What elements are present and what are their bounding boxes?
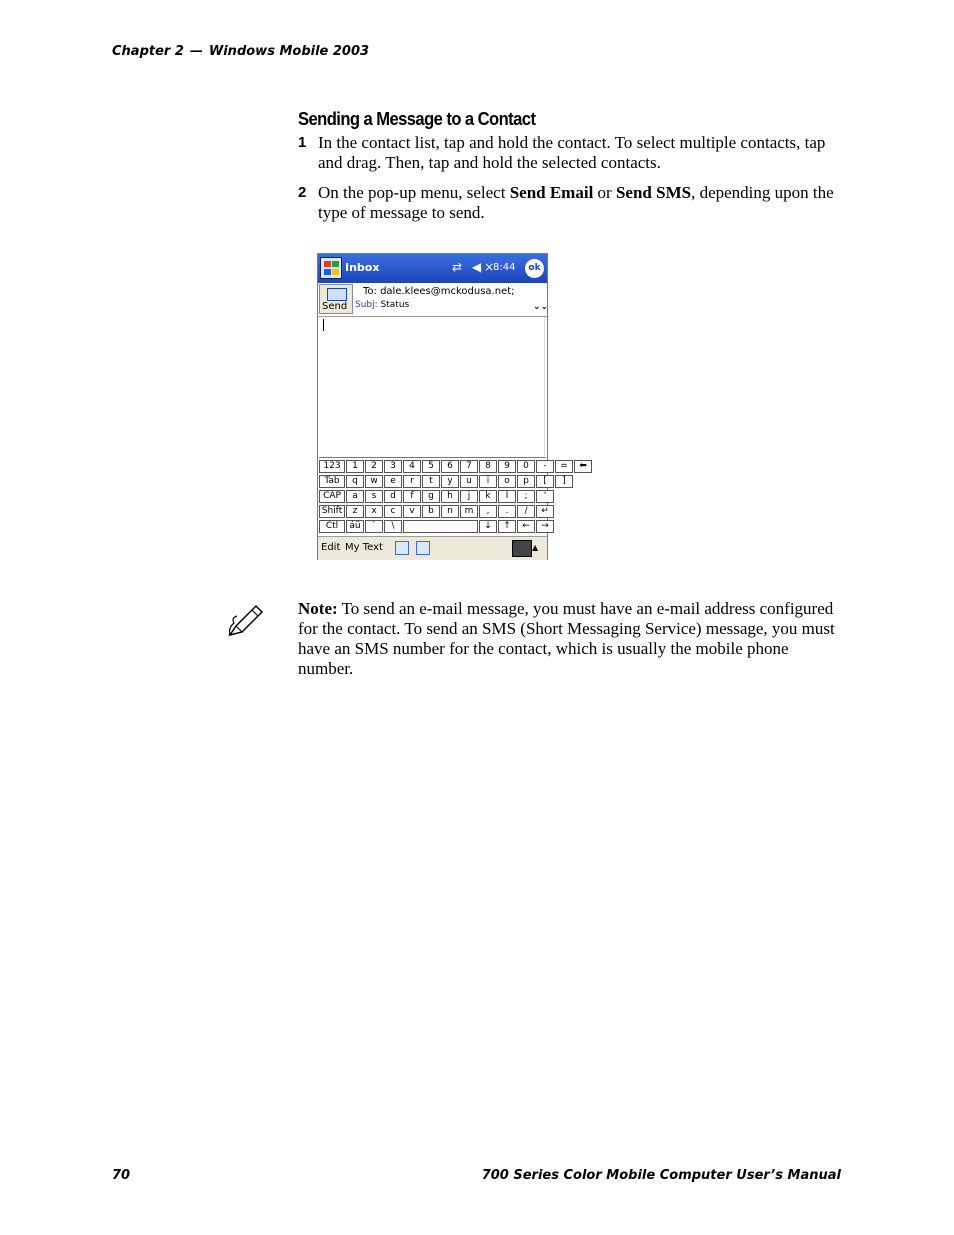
- my-text-menu[interactable]: My Text: [345, 542, 383, 553]
- note-icon[interactable]: [395, 541, 409, 555]
- keyboard-key[interactable]: d: [384, 490, 402, 503]
- keyboard-row: [319, 475, 574, 490]
- message-body-input[interactable]: [318, 317, 547, 456]
- start-menu-icon[interactable]: [320, 257, 342, 279]
- keyboard-key[interactable]: u: [460, 475, 478, 488]
- manual-title: 700 Series Color Mobile Computer User’s Manual: [481, 1168, 841, 1183]
- text-caret: [323, 319, 324, 331]
- keyboard-key[interactable]: ': [536, 490, 554, 503]
- keyboard-key[interactable]: s: [365, 490, 383, 503]
- keyboard-key[interactable]: \: [384, 520, 402, 533]
- note-text: To send an e-mail message, you must have an e-mail address configured for the contact. To send an SMS (Short Messaging Service) message, you must have an SMS number for the contact, which is usually the mobile phone number.: [298, 599, 835, 678]
- expand-header-icon[interactable]: ⌄⌄: [533, 302, 549, 312]
- keyboard-key[interactable]: 6: [441, 460, 459, 473]
- body-divider: [544, 317, 545, 456]
- keyboard-key[interactable]: f: [403, 490, 421, 503]
- edit-menu[interactable]: Edit: [321, 542, 341, 553]
- keyboard-key[interactable]: 9: [498, 460, 516, 473]
- menu-bar: [318, 536, 547, 560]
- step-1: [298, 133, 843, 173]
- keyboard-row: [319, 460, 593, 475]
- keyboard-key[interactable]: .: [498, 505, 516, 518]
- soft-keyboard: [319, 457, 587, 536]
- keyboard-key[interactable]: ,: [479, 505, 497, 518]
- step-text-part: or: [593, 183, 616, 202]
- keyboard-key[interactable]: n: [441, 505, 459, 518]
- keyboard-key[interactable]: ↑: [498, 520, 516, 533]
- step-text: In the contact list, tap and hold the contact. To select multiple contacts, tap and drag. Then, tap and hold the selected contacts.: [318, 133, 826, 172]
- keyboard-key[interactable]: 0: [517, 460, 535, 473]
- keyboard-key[interactable]: Tab: [319, 475, 345, 488]
- attachment-icon[interactable]: [416, 541, 430, 555]
- ok-button[interactable]: ok: [525, 259, 544, 278]
- keyboard-key[interactable]: k: [479, 490, 497, 503]
- send-sms-term: Send SMS: [615, 183, 692, 202]
- to-field[interactable]: To: dale.klees@mckodusa.net;: [363, 286, 515, 297]
- space-key[interactable]: [403, 520, 478, 533]
- keyboard-key[interactable]: 2: [365, 460, 383, 473]
- keyboard-key[interactable]: b: [422, 505, 440, 518]
- keyboard-key[interactable]: →: [536, 520, 554, 533]
- keyboard-key[interactable]: ←: [517, 520, 535, 533]
- envelope-icon: [327, 288, 347, 301]
- keyboard-key[interactable]: ↓: [479, 520, 497, 533]
- keyboard-row: [319, 505, 555, 520]
- note-pencil-icon: [226, 598, 264, 638]
- keyboard-key[interactable]: l: [498, 490, 516, 503]
- keyboard-key[interactable]: áü: [346, 520, 364, 533]
- keyboard-key[interactable]: CAP: [319, 490, 345, 503]
- keyboard-icon[interactable]: [512, 540, 532, 557]
- step-text: [318, 183, 834, 222]
- app-title: Inbox: [345, 261, 380, 274]
- keyboard-key[interactable]: g: [422, 490, 440, 503]
- keyboard-key[interactable]: z: [346, 505, 364, 518]
- keyboard-key[interactable]: y: [441, 475, 459, 488]
- message-header: [318, 283, 547, 317]
- keyboard-key[interactable]: v: [403, 505, 421, 518]
- pocketpc-screenshot: [317, 253, 587, 560]
- clock[interactable]: 8:44: [493, 262, 516, 273]
- keyboard-key[interactable]: 4: [403, 460, 421, 473]
- connectivity-volume-icon[interactable]: ⇄ ◀×: [452, 260, 498, 274]
- keyboard-key[interactable]: 7: [460, 460, 478, 473]
- keyboard-key[interactable]: w: [365, 475, 383, 488]
- section-title: Sending a Message to a Contact: [298, 109, 536, 129]
- keyboard-key[interactable]: -: [536, 460, 554, 473]
- keyboard-key[interactable]: =: [555, 460, 573, 473]
- keyboard-key[interactable]: a: [346, 490, 364, 503]
- keyboard-key[interactable]: m: [460, 505, 478, 518]
- keyboard-key[interactable]: 8: [479, 460, 497, 473]
- steps-list: [298, 133, 843, 233]
- keyboard-key[interactable]: r: [403, 475, 421, 488]
- keyboard-key[interactable]: 1: [346, 460, 364, 473]
- step-2: [298, 183, 843, 223]
- send-email-term: Send Email: [509, 183, 594, 202]
- keyboard-key[interactable]: ;: [517, 490, 535, 503]
- keyboard-key[interactable]: `: [365, 520, 383, 533]
- keyboard-key[interactable]: t: [422, 475, 440, 488]
- header-dash: —: [189, 44, 203, 59]
- keyboard-key[interactable]: c: [384, 505, 402, 518]
- keyboard-key[interactable]: o: [498, 475, 516, 488]
- subject-value: Status: [380, 300, 410, 310]
- keyboard-key[interactable]: h: [441, 490, 459, 503]
- send-button[interactable]: [319, 284, 353, 314]
- keyboard-key[interactable]: 5: [422, 460, 440, 473]
- running-header: [112, 44, 369, 59]
- page-number: 70: [112, 1168, 131, 1183]
- subject-field[interactable]: [355, 300, 409, 310]
- chapter-title: Windows Mobile 2003: [208, 44, 370, 59]
- input-panel-arrow-icon[interactable]: ▲: [532, 543, 539, 552]
- keyboard-key[interactable]: Ctl: [319, 520, 345, 533]
- send-label: Send: [322, 301, 348, 312]
- subject-key: Subj:: [355, 300, 378, 310]
- keyboard-key[interactable]: 123: [319, 460, 345, 473]
- keyboard-key[interactable]: Shift: [319, 505, 345, 518]
- keyboard-row: [319, 490, 555, 505]
- keyboard-key[interactable]: e: [384, 475, 402, 488]
- keyboard-key[interactable]: ⬅: [574, 460, 592, 473]
- keyboard-key[interactable]: [: [536, 475, 554, 488]
- keyboard-key[interactable]: p: [517, 475, 535, 488]
- title-bar: [318, 254, 547, 283]
- keyboard-key[interactable]: 3: [384, 460, 402, 473]
- keyboard-key[interactable]: ↵: [536, 505, 554, 518]
- keyboard-key[interactable]: ]: [555, 475, 573, 488]
- step-number: 1: [298, 134, 307, 151]
- keyboard-key[interactable]: j: [460, 490, 478, 503]
- keyboard-key[interactable]: /: [517, 505, 535, 518]
- step-text-part: On the pop-up menu, select: [318, 183, 510, 202]
- keyboard-key[interactable]: q: [346, 475, 364, 488]
- keyboard-key[interactable]: x: [365, 505, 383, 518]
- keyboard-row: [319, 520, 555, 535]
- keyboard-key[interactable]: i: [479, 475, 497, 488]
- note-paragraph: [298, 599, 843, 679]
- step-number: 2: [298, 184, 307, 201]
- chapter-label: Chapter 2: [112, 44, 184, 59]
- note-label: Note:: [298, 599, 338, 618]
- step-text-part: , depending upon the type of message to send.: [318, 183, 834, 222]
